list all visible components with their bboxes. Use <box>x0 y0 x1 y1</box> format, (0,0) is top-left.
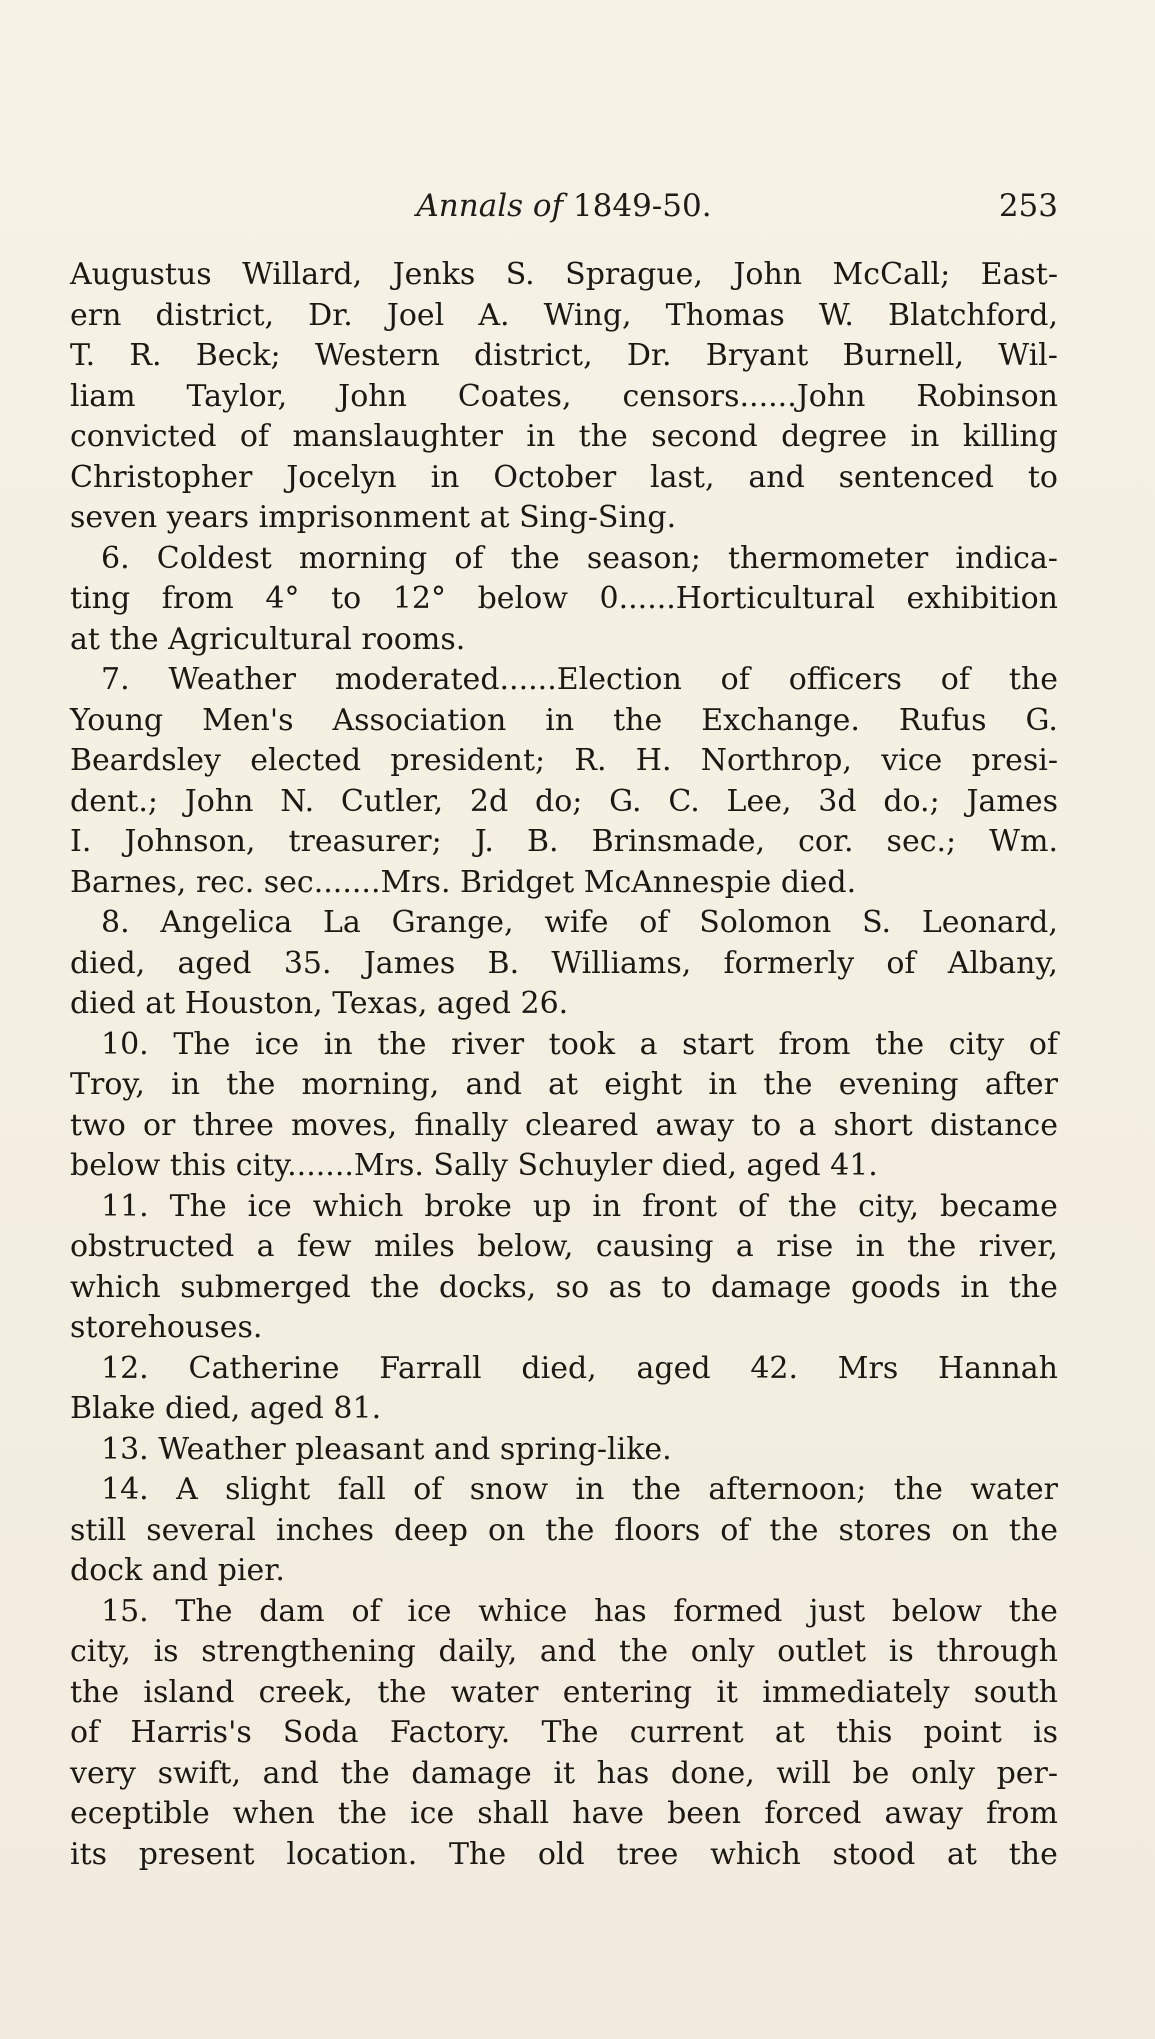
text-line: storehouses. <box>70 1310 263 1345</box>
text-line: Young Men's Association in the Exchange. Rufus G. <box>70 702 1058 738</box>
text-line: 10. The ice in the river took a start from the city of <box>101 1026 1058 1062</box>
running-title <box>70 188 1058 224</box>
text-line: 7. Weather moderated......Election of officers of the <box>101 662 1058 697</box>
text-line: died, aged 35. James B. Williams, formerly of Albany, <box>70 945 1058 981</box>
text-line: Beardsley elected president; R. H. Northrop, vice presi- <box>70 743 1058 778</box>
text-line: 8. Angelica La Grange, wife of Solomon S. Leonard, <box>101 905 1058 940</box>
text-line: Barnes, rec. sec.......Mrs. Bridget McAnnespie died. <box>70 864 857 900</box>
text-line: 13. Weather pleasant and spring-like. <box>101 1431 672 1467</box>
text-line: Blake died, aged 81. <box>70 1391 382 1426</box>
text-line: 15. The dam of ice whice has formed just below the <box>101 1593 1058 1629</box>
text-line: very swift, and the damage it has done, will be only per- <box>70 1755 1058 1791</box>
running-title-years: 1849-50. <box>572 188 712 224</box>
text-line: ern district, Dr. Joel A. Wing, Thomas W. Blatchford, <box>70 297 1058 333</box>
text-line: convicted of manslaughter in the second degree in killing <box>70 419 1058 454</box>
text-line: two or three moves, finally cleared away to a short distance <box>70 1107 1058 1143</box>
text-line: below this city.......Mrs. Sally Schuyler died, aged 41. <box>70 1148 878 1183</box>
text-line: I. Johnson, treasurer; J. B. Brinsmade, cor. sec.; Wm. <box>70 824 1058 859</box>
text-line: obstructed a few miles below, causing a rise in the river, <box>70 1229 1058 1264</box>
text-line: city, is strengthening daily, and the only outlet is through <box>70 1634 1058 1669</box>
text-line: seven years imprisonment at Sing-Sing. <box>70 500 677 535</box>
text-line: still several inches deep on the floors of the stores on the <box>70 1512 1058 1548</box>
text-line: died at Houston, Texas, aged 26. <box>70 986 569 1021</box>
text-line: 11. The ice which broke up in front of the city, became <box>101 1188 1058 1224</box>
page-number: 253 <box>998 188 1058 224</box>
body-text <box>70 255 1058 1875</box>
text-line: its present location. The old tree which stood at the <box>70 1836 1058 1872</box>
running-header <box>70 188 1058 234</box>
running-title-of: of <box>532 188 564 224</box>
running-title-italic: Annals <box>416 188 524 224</box>
text-line: dock and pier. <box>70 1553 285 1588</box>
text-line: ting from 4° to 12° below 0......Horticultural exhibition <box>70 581 1058 616</box>
text-line: 6. Coldest morning of the season; thermometer indica- <box>101 540 1058 576</box>
text-line: Augustus Willard, Jenks S. Sprague, John McCall; East- <box>70 257 1058 292</box>
text-line: which submerged the docks, so as to damage goods in the <box>70 1269 1058 1305</box>
text-line: of Harris's Soda Factory. The current at this point is <box>70 1715 1058 1750</box>
text-line: at the Agricultural rooms. <box>70 621 466 657</box>
text-line: the island creek, the water entering it immediately south <box>70 1674 1058 1710</box>
text-line: T. R. Beck; Western district, Dr. Bryant Burnell, Wil- <box>70 338 1058 373</box>
text-line: 12. Catherine Farrall died, aged 42. Mrs Hannah <box>101 1350 1058 1386</box>
text-line: eceptible when the ice shall have been forced away from <box>70 1796 1058 1831</box>
text-line: 14. A slight fall of snow in the afternoon; the water <box>101 1472 1058 1507</box>
text-line: Troy, in the morning, and at eight in the evening after <box>70 1067 1058 1102</box>
text-line: liam Taylor, John Coates, censors......John Robinson <box>70 378 1058 414</box>
text-line: Christopher Jocelyn in October last, and sentenced to <box>70 459 1058 495</box>
text-line: dent.; John N. Cutler, 2d do; G. C. Lee, 3d do.; James <box>70 783 1058 819</box>
